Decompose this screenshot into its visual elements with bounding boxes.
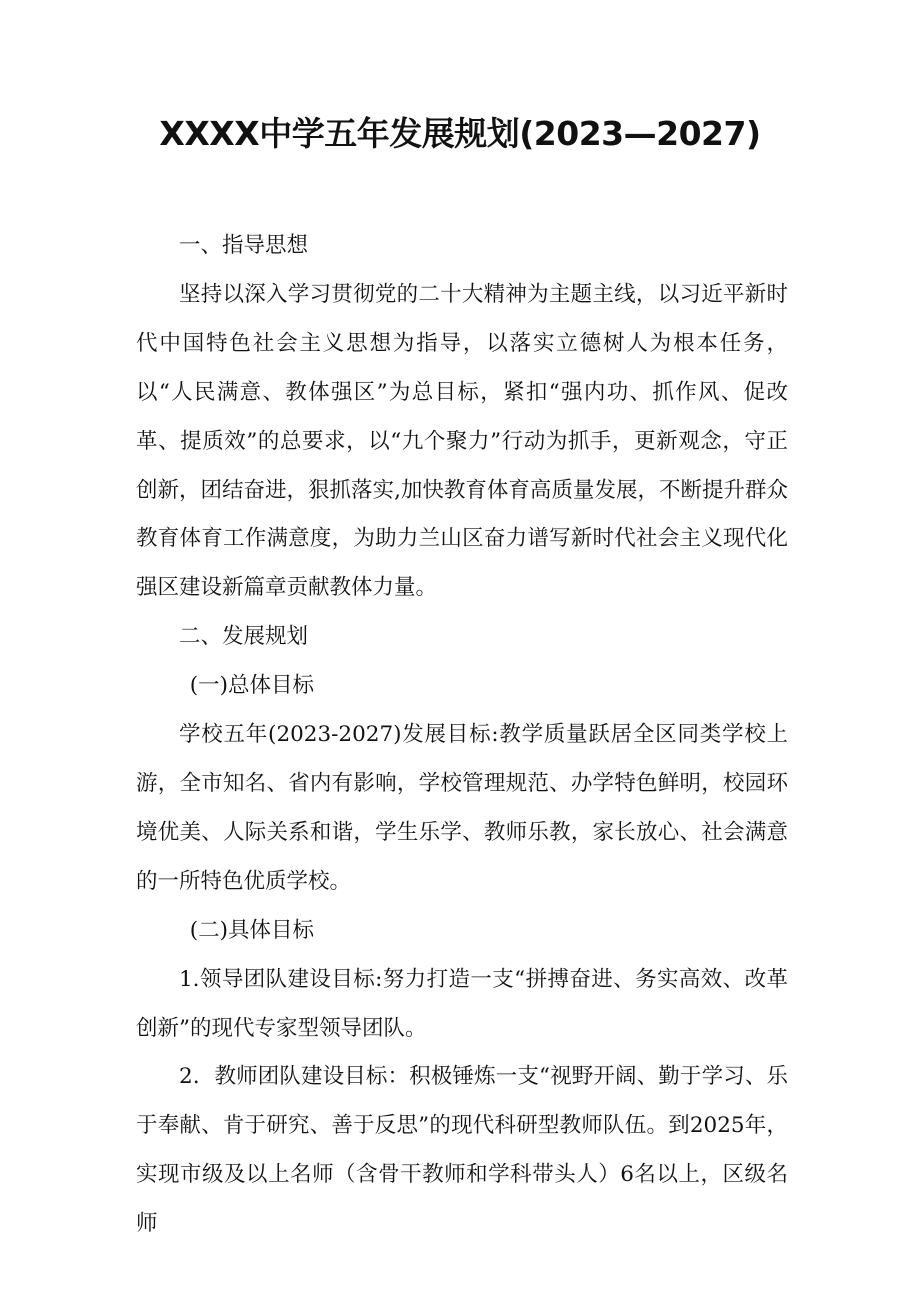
- section-heading-plan: 二、发展规划: [179, 624, 309, 650]
- document-body: [136, 222, 788, 1249]
- subheading-overall: (一)总体目标: [189, 673, 315, 699]
- subheading-specific: (二)具体目标: [189, 917, 315, 943]
- document-title: XXXX中学五年发展规划(2023—2027): [159, 114, 761, 153]
- section-heading-guiding: 一、指导思想: [179, 233, 309, 258]
- paragraph-overall: 学校五年(2023-2027)发展目标:教学质量跃居全区同类学校上游，全市知名、省内有影响，学校管理规范、办学特色鲜明，校园环境优美、人际关系和谐，学生乐学、教师乐教，家长放心、社会满意的一所特色优质学校。: [136, 722, 788, 894]
- list-item-teachers: 2．教师团队建设目标：积极锤炼一支“视野开阔、勤于学习、乐于奉献、肯于研究、善于反思”的现代科研型教师队伍。到2025年，实现市级及以上名师（含骨干教师和学科带头人）6名以上，区级名师: [136, 1064, 788, 1237]
- list-item-leadership: 1.领导团队建设目标:努力打造一支“拼搏奋进、务实高效、改革创新”的现代专家型领导团队。: [136, 966, 788, 1041]
- paragraph-guiding: 坚持以深入学习贯彻党的二十大精神为主题主线，以习近平新时代中国特色社会主义思想为指导，以落实立德树人为根本任务，以“人民满意、教体强区”为总目标，紧扣“强内功、抓作风、促改革、提质效”的总要求，以“九个聚力”行动为抓手，更新观念，守正创新，团结奋进，狠抓落实,加快教育体育高质量发展，不断提升群众教育体育工作满意度，为助力兰山区奋力谱写新时代社会主义现代化强区建设新篇章贡献教体力量。: [136, 281, 788, 601]
